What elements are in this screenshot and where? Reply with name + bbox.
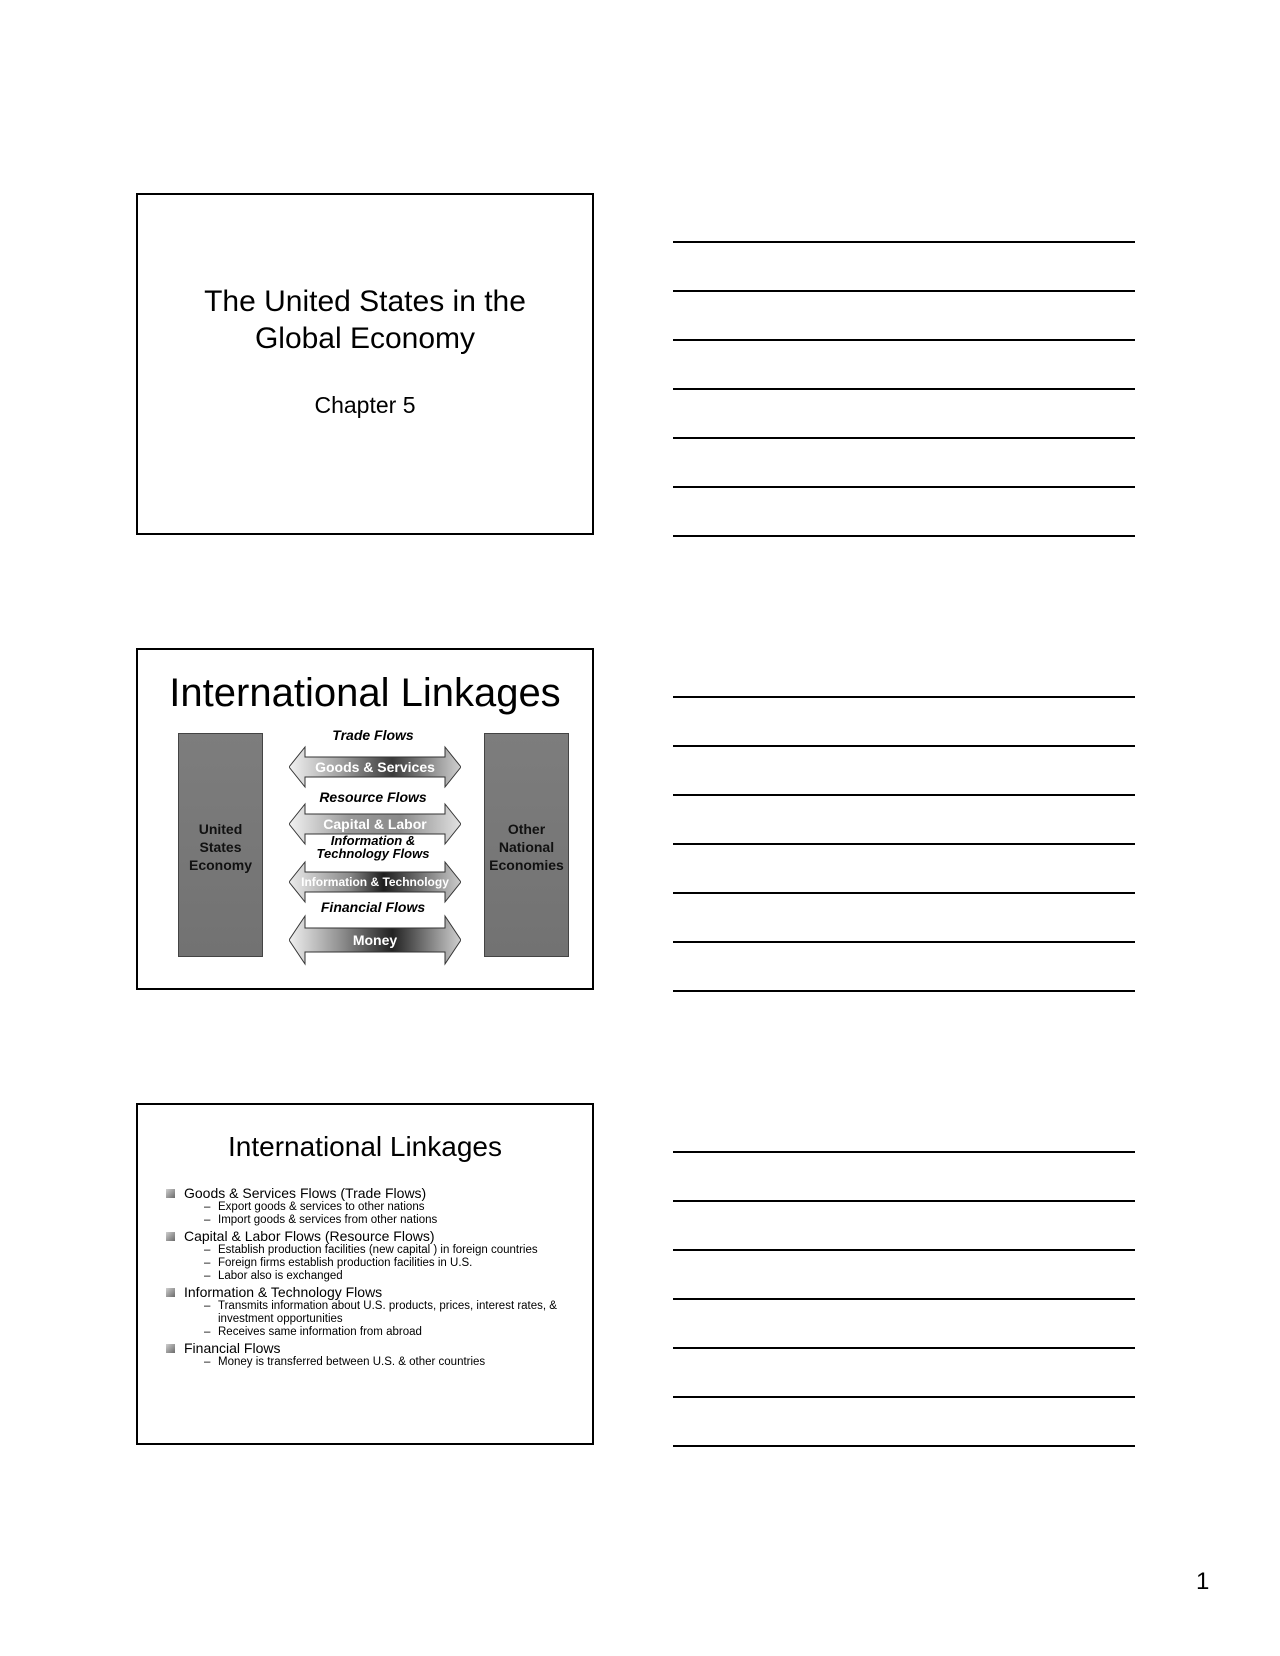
flow-label-text: Technology Flows — [316, 846, 430, 861]
sub-list-item: – Money is transferred between U.S. & other countries — [204, 1356, 576, 1369]
sub-list — [184, 1300, 576, 1339]
flow-label-text: Trade Flows — [332, 727, 414, 743]
sub-list-item: – Establish production facilities (new capital ) in foreign countries — [204, 1244, 576, 1257]
list-item — [166, 1340, 576, 1369]
note-line — [673, 990, 1135, 992]
note-lines-slide-3 — [673, 1151, 1135, 1494]
flow-label-text: Information & — [330, 833, 416, 848]
note-line — [673, 892, 1135, 894]
sub-list — [184, 1244, 576, 1283]
note-line — [673, 241, 1135, 243]
money-text: Money — [352, 932, 398, 948]
sub-list-item: – Transmits information about U.S. products, prices, interest rates, & investment opportunities — [204, 1300, 576, 1326]
goods-services-text: Goods & Services — [315, 759, 435, 775]
slide-2 — [136, 648, 594, 990]
note-line — [673, 1396, 1135, 1398]
information-technology-flows-label — [288, 834, 458, 860]
slide-1-title-line-2: Global Economy — [254, 322, 476, 355]
information-technology-text: Information & Technology — [301, 875, 449, 889]
slide-1-title — [138, 283, 592, 357]
slide-3-title: International Linkages — [228, 1131, 502, 1162]
sub-list-item: – Foreign firms establish production facilities in U.S. — [204, 1257, 576, 1270]
information-technology-arrow — [289, 860, 461, 904]
note-line — [673, 1347, 1135, 1349]
note-line — [673, 1249, 1135, 1251]
slide-1-subtitle: Chapter 5 — [314, 392, 416, 418]
page-number: 1 — [1196, 1568, 1210, 1595]
left-box-line: United — [198, 821, 243, 837]
sub-list — [184, 1201, 576, 1227]
note-line — [673, 1200, 1135, 1202]
financial-flows-label — [288, 900, 458, 914]
united-states-economy-box — [178, 733, 263, 957]
left-box-line: Economy — [188, 857, 252, 873]
left-box-line: States — [199, 839, 242, 855]
sub-list-item: – Receives same information from abroad — [204, 1326, 576, 1339]
note-line — [673, 388, 1135, 390]
note-line — [673, 290, 1135, 292]
goods-services-arrow — [289, 745, 461, 789]
note-line — [673, 1151, 1135, 1153]
note-line — [673, 339, 1135, 341]
note-line — [673, 794, 1135, 796]
note-line — [673, 1298, 1135, 1300]
note-line — [673, 437, 1135, 439]
bullet-text: Capital & Labor Flows (Resource Flows) — [184, 1228, 435, 1244]
note-line — [673, 696, 1135, 698]
bullet-text: Information & Technology Flows — [184, 1284, 383, 1300]
list-item — [166, 1228, 576, 1283]
note-line — [673, 843, 1135, 845]
sub-list-item: – Import goods & services from other nations — [204, 1214, 576, 1227]
flow-label-text: Resource Flows — [319, 789, 427, 805]
note-line — [673, 535, 1135, 537]
other-national-economies-box — [484, 733, 569, 957]
right-box-line: Other — [507, 821, 546, 837]
money-arrow — [289, 914, 461, 958]
right-box-line: National — [498, 839, 555, 855]
flow-label-text: Financial Flows — [320, 899, 426, 915]
sub-list-item: – Labor also is exchanged — [204, 1270, 576, 1283]
note-line — [673, 745, 1135, 747]
slide-2-title: International Linkages — [169, 671, 561, 715]
trade-flows-label — [288, 728, 458, 742]
note-lines-slide-2 — [673, 696, 1135, 1039]
right-box-line: Economies — [489, 857, 564, 873]
bullet-list — [166, 1185, 576, 1370]
slide-3 — [136, 1103, 594, 1445]
bullet-text: Financial Flows — [184, 1340, 281, 1356]
capital-labor-text: Capital & Labor — [323, 816, 427, 832]
list-item — [166, 1284, 576, 1339]
slide-1-title-line-1: The United States in the — [204, 285, 526, 318]
slide-1 — [136, 193, 594, 535]
sub-list — [184, 1356, 576, 1369]
bullet-text: Goods & Services Flows (Trade Flows) — [184, 1185, 427, 1201]
note-line — [673, 1445, 1135, 1447]
note-lines-slide-1 — [673, 241, 1135, 584]
sub-list-item: – Export goods & services to other nations — [204, 1201, 576, 1214]
note-line — [673, 486, 1135, 488]
note-line — [673, 941, 1135, 943]
list-item — [166, 1185, 576, 1227]
